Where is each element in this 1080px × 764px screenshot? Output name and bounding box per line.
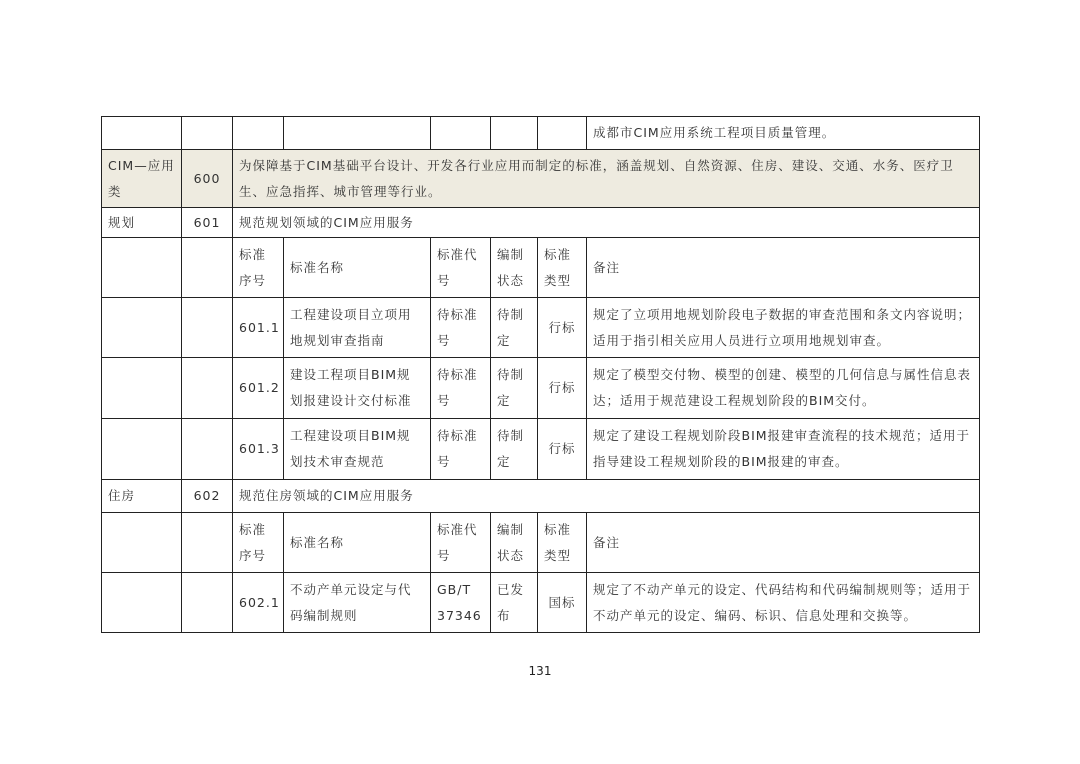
header-note: 备注 <box>587 238 980 298</box>
header-seq: 标准序号 <box>233 238 284 298</box>
header-name: 标准名称 <box>284 513 431 573</box>
row-status: 待制定 <box>491 358 538 419</box>
empty-cell <box>182 298 233 358</box>
table-row <box>102 419 980 480</box>
header-status: 编制状态 <box>491 238 538 298</box>
empty-cell <box>491 117 538 150</box>
row-seq: 601.2 <box>233 358 284 419</box>
row-type: 行标 <box>538 419 587 480</box>
category-code: 602 <box>182 480 233 513</box>
category-code: 600 <box>182 150 233 208</box>
row-status: 待制定 <box>491 419 538 480</box>
empty-cell <box>102 117 182 150</box>
row-code: 待标准号 <box>431 358 491 419</box>
empty-cell <box>102 513 182 573</box>
category-description: 为保障基于CIM基础平台设计、开发各行业应用而制定的标准，涵盖规划、自然资源、住房、建设、交通、水务、医疗卫生、应急指挥、城市管理等行业。 <box>233 150 980 208</box>
row-type: 行标 <box>538 358 587 419</box>
category-description: 规范住房领域的CIM应用服务 <box>233 480 980 513</box>
table-row <box>102 358 980 419</box>
empty-cell <box>182 117 233 150</box>
empty-cell <box>182 513 233 573</box>
row-type: 行标 <box>538 298 587 358</box>
header-note: 备注 <box>587 513 980 573</box>
empty-cell <box>182 358 233 419</box>
category-row-601 <box>102 208 980 238</box>
empty-cell <box>102 358 182 419</box>
row-type: 国标 <box>538 573 587 633</box>
row-note: 规定了建设工程规划阶段BIM报建审查流程的技术规范；适用于指导建设工程规划阶段的BIM报建的审查。 <box>587 419 980 480</box>
category-name: 规划 <box>102 208 182 238</box>
row-note: 规定了立项用地规划阶段电子数据的审查范围和条文内容说明；适用于指引相关应用人员进行立项用地规划审查。 <box>587 298 980 358</box>
empty-cell <box>102 419 182 480</box>
header-code: 标准代号 <box>431 513 491 573</box>
row-note: 规定了不动产单元的设定、代码结构和代码编制规则等；适用于不动产单元的设定、编码、标识、信息处理和交换等。 <box>587 573 980 633</box>
row-status: 待制定 <box>491 298 538 358</box>
empty-cell <box>233 117 284 150</box>
row-code: 待标准号 <box>431 419 491 480</box>
category-row-602 <box>102 480 980 513</box>
header-status: 编制状态 <box>491 513 538 573</box>
header-name: 标准名称 <box>284 238 431 298</box>
category-name: 住房 <box>102 480 182 513</box>
page-number: 131 <box>528 664 552 678</box>
category-row-600 <box>102 150 980 208</box>
empty-cell <box>538 117 587 150</box>
header-code: 标准代号 <box>431 238 491 298</box>
row-name: 工程建设项目立项用地规划审查指南 <box>284 298 431 358</box>
category-description: 规范规划领域的CIM应用服务 <box>233 208 980 238</box>
row-code: GB/T 37346 <box>431 573 491 633</box>
row-seq: 602.1 <box>233 573 284 633</box>
row-name: 工程建设项目BIM规划技术审查规范 <box>284 419 431 480</box>
empty-cell <box>182 573 233 633</box>
header-type: 标准类型 <box>538 238 587 298</box>
table-row <box>102 573 980 633</box>
row-seq: 601.3 <box>233 419 284 480</box>
row-note: 规定了模型交付物、模型的创建、模型的几何信息与属性信息表达；适用于规范建设工程规划阶段的BIM交付。 <box>587 358 980 419</box>
empty-cell <box>284 117 431 150</box>
category-code: 601 <box>182 208 233 238</box>
note-cell: 成都市CIM应用系统工程项目质量管理。 <box>587 117 980 150</box>
empty-cell <box>431 117 491 150</box>
standards-table <box>101 116 980 633</box>
empty-cell <box>102 298 182 358</box>
header-row <box>102 238 980 298</box>
row-name: 建设工程项目BIM规划报建设计交付标准 <box>284 358 431 419</box>
empty-cell <box>102 238 182 298</box>
empty-cell <box>182 238 233 298</box>
continuation-row <box>102 117 980 150</box>
row-status: 已发布 <box>491 573 538 633</box>
row-code: 待标准号 <box>431 298 491 358</box>
category-name: CIM—应用类 <box>102 150 182 208</box>
empty-cell <box>182 419 233 480</box>
header-row <box>102 513 980 573</box>
empty-cell <box>102 573 182 633</box>
row-seq: 601.1 <box>233 298 284 358</box>
header-seq: 标准序号 <box>233 513 284 573</box>
header-type: 标准类型 <box>538 513 587 573</box>
table-row <box>102 298 980 358</box>
row-name: 不动产单元设定与代码编制规则 <box>284 573 431 633</box>
